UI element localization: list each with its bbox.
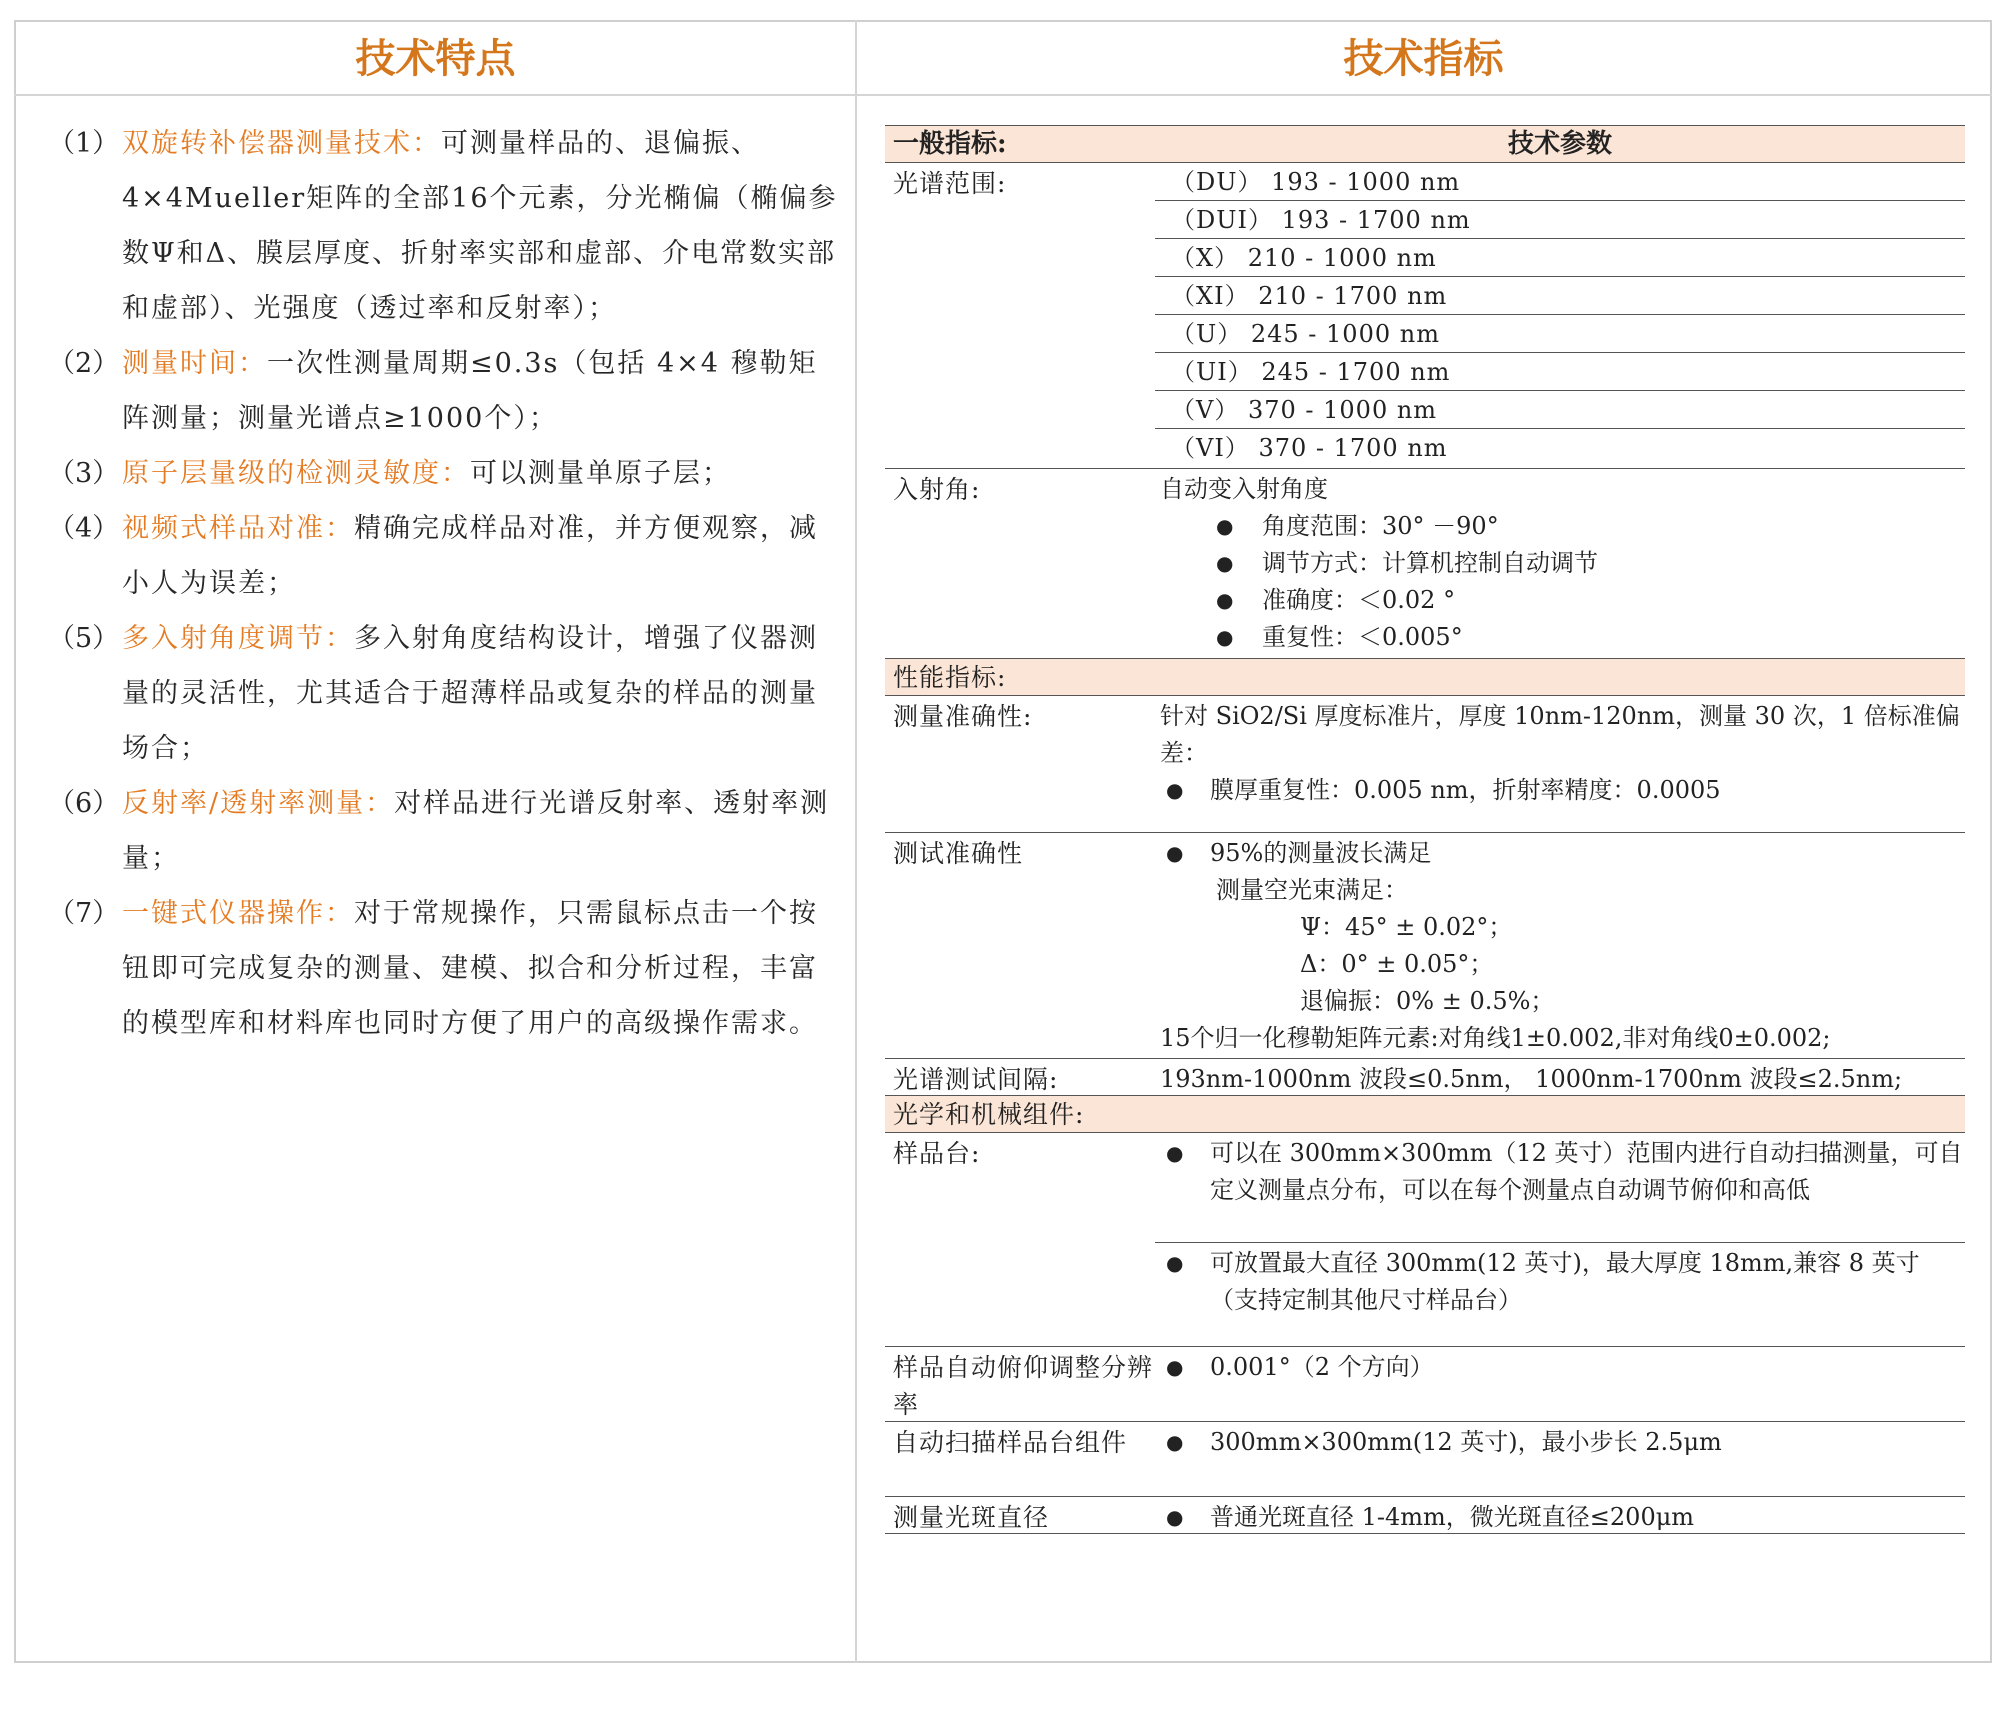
spot-row	[885, 1497, 1965, 1534]
range-cell: （DUI） 193 - 1700 nm	[1155, 201, 1965, 239]
bullet-icon: ●	[1166, 1430, 1184, 1454]
psi-line: Ψ：45° ± 0.02°；	[1300, 913, 1513, 941]
stage-bullet-2: ● 可放置最大直径 300mm(12 英寸)，最大厚度 18mm,兼容 8 英寸（支持定制其他尺寸样品台）	[1155, 1245, 1965, 1319]
feature-highlight: 测量时间：	[122, 348, 267, 379]
accuracy-text: 针对 SiO2/Si 厚度标准片，厚度 10nm-120nm，测量 30 次，1 倍标准偏差：	[1160, 702, 1960, 767]
tilt-value: ● 0.001°（2 个方向）	[1160, 1349, 1960, 1386]
feature-text: 多入射角度结构设计，增强了仪器测量的灵活性，尤其适合于超薄样品或复杂的样品的测量场合；	[122, 623, 818, 764]
feature-item-5	[48, 611, 844, 776]
feature-number: （5）	[48, 623, 120, 654]
stage-bullet-1: ● 可以在 300mm×300mm（12 英寸）范围内进行自动扫描测量，可自定义测量点分布，可以在每个测量点自动调节俯仰和高低	[1155, 1133, 1965, 1243]
incidence-label: 入射角:	[893, 475, 981, 504]
incidence-row	[885, 469, 1965, 659]
feature-text: 对于常规操作，只需鼠标点击一个按钮即可完成复杂的测量、建模、拟合和分析过程，丰富的模型库和材料库也同时方便了用户的高级操作需求。	[122, 898, 818, 1039]
bullet-icon: ●	[1166, 778, 1184, 802]
features-title: 技术特点	[355, 36, 516, 82]
feature-highlight: 一键式仪器操作：	[122, 898, 354, 929]
feature-highlight: 双旋转补偿器测量技术：	[122, 128, 441, 159]
bullet-icon: ●	[1216, 588, 1234, 612]
test-accuracy-label: 测试准确性	[893, 839, 1024, 868]
feature-text: 对样品进行光谱反射率、透射率测量；	[122, 788, 830, 874]
feature-text: 一次性测量周期≤0.3s（包括 4×4 穆勒矩阵测量；测量光谱点≥1000个）；	[122, 348, 818, 434]
feature-highlight: 反射率/透射率测量：	[122, 788, 395, 819]
scan-stage-label: 自动扫描样品台组件	[893, 1428, 1128, 1457]
accuracy-bullet: ● 膜厚重复性：0.005 nm，折射率精度：0.0005	[1160, 772, 1960, 809]
features-list	[48, 116, 844, 1051]
spec-header-row	[885, 125, 1965, 163]
optics-section-label: 光学和机械组件:	[893, 1100, 1085, 1129]
performance-section-label: 性能指标:	[893, 663, 1007, 692]
depolarization-line: 退偏振：0% ± 0.5%；	[1300, 987, 1555, 1015]
range-cell: （X） 210 - 1000 nm	[1155, 239, 1965, 277]
feature-highlight: 视频式样品对准：	[122, 513, 354, 544]
test-accuracy-line: 测量空光束满足：	[1216, 876, 1408, 904]
accuracy-value	[1160, 698, 1960, 809]
bullet-icon: ●	[1166, 1141, 1184, 1165]
interval-row	[885, 1059, 1965, 1096]
incidence-value	[1160, 471, 1960, 656]
bullet-icon: ●	[1166, 1355, 1184, 1379]
performance-section-row	[885, 659, 1965, 696]
feature-highlight: 原子层量级的检测灵敏度：	[122, 458, 470, 489]
feature-text: 精确完成样品对准，并方便观察，减小人为误差；	[122, 513, 818, 599]
test-accuracy-value	[1160, 835, 1960, 1057]
range-cell: （U） 245 - 1000 nm	[1155, 315, 1965, 353]
optics-section-row	[885, 1096, 1965, 1133]
incidence-bullet: ● 准确度：＜0.02 °	[1160, 582, 1960, 619]
feature-item-2	[48, 336, 844, 446]
range-cell: （XI） 210 - 1700 nm	[1155, 277, 1965, 315]
accuracy-label: 测量准确性:	[893, 702, 1033, 731]
incidence-bullet: ● 重复性：＜0.005°	[1160, 619, 1960, 656]
feature-number: （2）	[48, 348, 120, 379]
bullet-icon: ●	[1216, 625, 1234, 649]
feature-item-6	[48, 776, 844, 886]
spot-value: ● 普通光斑直径 1-4mm，微光斑直径≤200μm	[1160, 1499, 1960, 1536]
interval-value: 193nm-1000nm 波段≤0.5nm， 1000nm-1700nm 波段≤2.5nm;	[1160, 1065, 1903, 1093]
range-cell: （V） 370 - 1000 nm	[1155, 391, 1965, 429]
spectral-range-row	[885, 163, 1965, 469]
header-divider	[14, 94, 1992, 96]
incidence-bullet: ● 调节方式：计算机控制自动调节	[1160, 545, 1960, 582]
feature-number: （6）	[48, 788, 120, 819]
feature-number: （7）	[48, 898, 120, 929]
interval-label: 光谱测试间隔:	[893, 1065, 1059, 1094]
range-cell: （VI） 370 - 1700 nm	[1171, 434, 1448, 462]
general-specs-label: 一般指标:	[893, 129, 1007, 159]
delta-line: Δ：0° ± 0.05°；	[1300, 950, 1494, 978]
accuracy-row	[885, 696, 1965, 833]
test-accuracy-row	[885, 833, 1965, 1059]
tilt-row	[885, 1347, 1965, 1422]
feature-text: 可以测量单原子层；	[470, 458, 731, 489]
range-cell: （DU） 193 - 1000 nm	[1155, 163, 1965, 201]
tech-params-label: 技术参数	[1507, 129, 1612, 159]
bullet-icon: ●	[1216, 551, 1234, 575]
bullet-icon: ●	[1216, 514, 1234, 538]
bullet-icon: ●	[1166, 841, 1184, 865]
range-cell: （UI） 245 - 1700 nm	[1155, 353, 1965, 391]
feature-item-3	[48, 446, 844, 501]
stage-label: 样品台:	[893, 1139, 981, 1168]
scan-stage-value: ● 300mm×300mm(12 英寸)，最小步长 2.5μm	[1160, 1424, 1960, 1461]
scan-stage-row	[885, 1422, 1965, 1497]
feature-item-7	[48, 886, 844, 1051]
feature-highlight: 多入射角度调节：	[122, 623, 354, 654]
bullet-icon: ●	[1166, 1505, 1184, 1529]
incidence-intro: 自动变入射角度	[1160, 475, 1328, 503]
column-divider	[855, 20, 857, 1663]
feature-item-4	[48, 501, 844, 611]
specs-title: 技术指标	[1343, 36, 1504, 82]
stage-row	[885, 1133, 1965, 1347]
feature-number: （4）	[48, 513, 120, 544]
feature-item-1	[48, 116, 844, 336]
incidence-bullet: ● 角度范围：30° －90°	[1160, 508, 1960, 545]
spot-label: 测量光斑直径	[893, 1503, 1050, 1532]
feature-number: （1）	[48, 128, 120, 159]
feature-number: （3）	[48, 458, 120, 489]
tilt-label: 样品自动俯仰调整分辨率	[893, 1353, 1154, 1419]
spectral-range-label: 光谱范围:	[893, 169, 1007, 198]
mueller-line: 15个归一化穆勒矩阵元素:对角线1±0.002,非对角线0±0.002;	[1160, 1024, 1831, 1052]
spec-table	[885, 125, 1965, 1534]
test-accuracy-bullet: ● 95%的测量波长满足	[1160, 835, 1960, 872]
feature-text: 可测量样品的、退偏振、4×4Mueller矩阵的全部16个元素，分光椭偏（椭偏参数Ψ和Δ、膜层厚度、折射率实部和虚部、介电常数实部和虚部）、光强度（透过率和反射率）；	[122, 128, 838, 324]
bullet-icon: ●	[1166, 1251, 1184, 1275]
